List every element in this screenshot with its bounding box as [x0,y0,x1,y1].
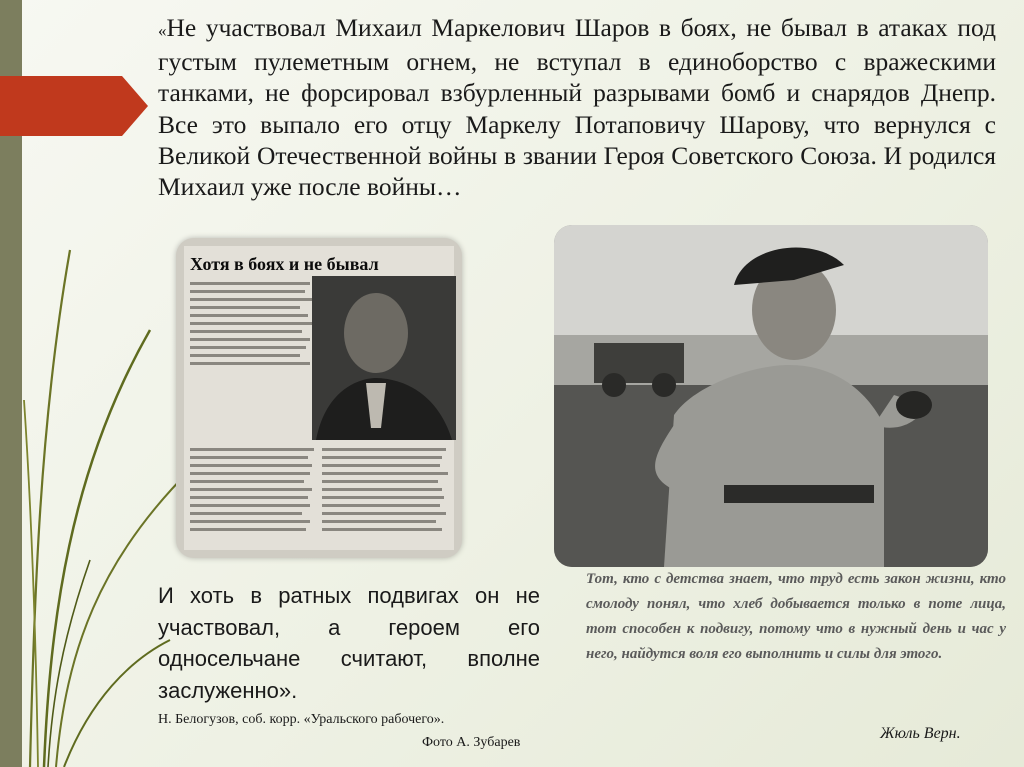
red-arrow-tab [0,76,148,136]
verne-author: Жюль Верн. [880,725,961,742]
open-quote-mark: « [158,21,167,40]
clipping-image [176,238,462,558]
farmer-image [554,225,988,567]
newspaper-clipping-photo [176,238,462,558]
clipping-title: Хотя в боях и не бывал [190,254,379,274]
main-quote-text: Не участвовал Михаил Маркелович Шаров в боях, не бывал в атаках под густым пулеметным огнем, не вступал в единоборство с вражескими танками, не форсировал взбурленный разрывами бомб и снарядов Днепр. Все это выпало его отцу Маркелу Потаповичу Шарову, что вернулся с Великой Отечественной войны в звании Героя Советского Союза. И родился Михаил уже после войны… [158,13,996,202]
photo-credit: Фото А. Зубарев [422,735,521,750]
farmer-photo [554,225,988,567]
main-quote [158,12,996,202]
author-credit: Н. Белогузов, соб. корр. «Уральского рабочего». [158,712,445,727]
caption-text: И хоть в ратных подвигах он не участвовал, а героем его односельчане считают, вполне заслуженно». [158,583,540,703]
verne-quote: Тот, кто с детства знает, что труд есть закон жизни, кто смолоду понял, что хлеб добывается только в поте лица, тот способен к подвигу, потому что в нужный день и час у него, найдутся воля его выполнить и силы для этого. [586,571,1006,662]
